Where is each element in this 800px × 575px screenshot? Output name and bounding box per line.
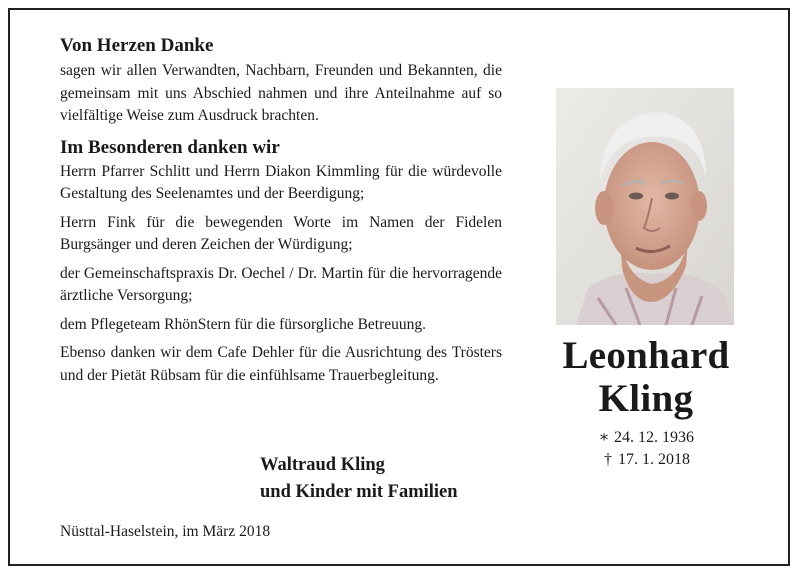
last-name: Kling [598, 377, 694, 420]
life-dates [548, 427, 744, 471]
death-date-row [548, 449, 744, 471]
first-name: Leonhard [562, 334, 730, 377]
thanks-text-column [60, 34, 502, 387]
birth-star-icon: ∗ [598, 429, 610, 446]
special-thanks-heading: Im Besonderen danken wir [60, 136, 280, 158]
thanks-item-care-team: dem Pflegeteam RhönStern für die fürsorgliche Betreuung. [60, 315, 427, 333]
death-date: 17. 1. 2018 [618, 451, 690, 468]
death-cross-icon: † [604, 451, 612, 468]
signature-line-1: Waltraud Kling [260, 455, 385, 475]
thanks-item-doctors: der Gemeinschaftspraxis Dr. Oechel / Dr. Martin für die hervorragende ärztliche Versorgung; [60, 264, 502, 304]
thanks-item-clergy: Herrn Pfarrer Schlitt und Herrn Diakon Kimmling für die würdevolle Gestaltung des Seelenamtes und der Beerdigung; [60, 162, 502, 202]
deceased-name [548, 334, 744, 420]
birth-date: 24. 12. 1936 [614, 429, 694, 446]
family-signature [260, 452, 458, 506]
place-and-date: Nüsttal-Haselstein, im März 2018 [60, 523, 271, 540]
thanks-item-cafe: Ebenso danken wir dem Cafe Dehler für die Ausrichtung des Trösters und der Pietät Rübsam für die einfühlsame Trauerbegleitung. [60, 344, 502, 384]
birth-date-row [548, 427, 744, 449]
thanks-item-speech: Herrn Fink für die bewegenden Worte im Namen der Fidelen Burgsänger und deren Zeichen der Würdigung; [60, 213, 502, 253]
thanks-intro: sagen wir allen Verwandten, Nachbarn, Freunden und Bekannten, die gemeinsam mit uns Abschied nahmen und ihre Anteilnahme auf so vielfältige Weise zum Ausdruck brachten. [60, 62, 502, 124]
portrait-photo [556, 88, 734, 325]
signature-line-2: und Kinder mit Familien [260, 482, 458, 502]
thanks-heading: Von Herzen Danke [60, 35, 214, 56]
